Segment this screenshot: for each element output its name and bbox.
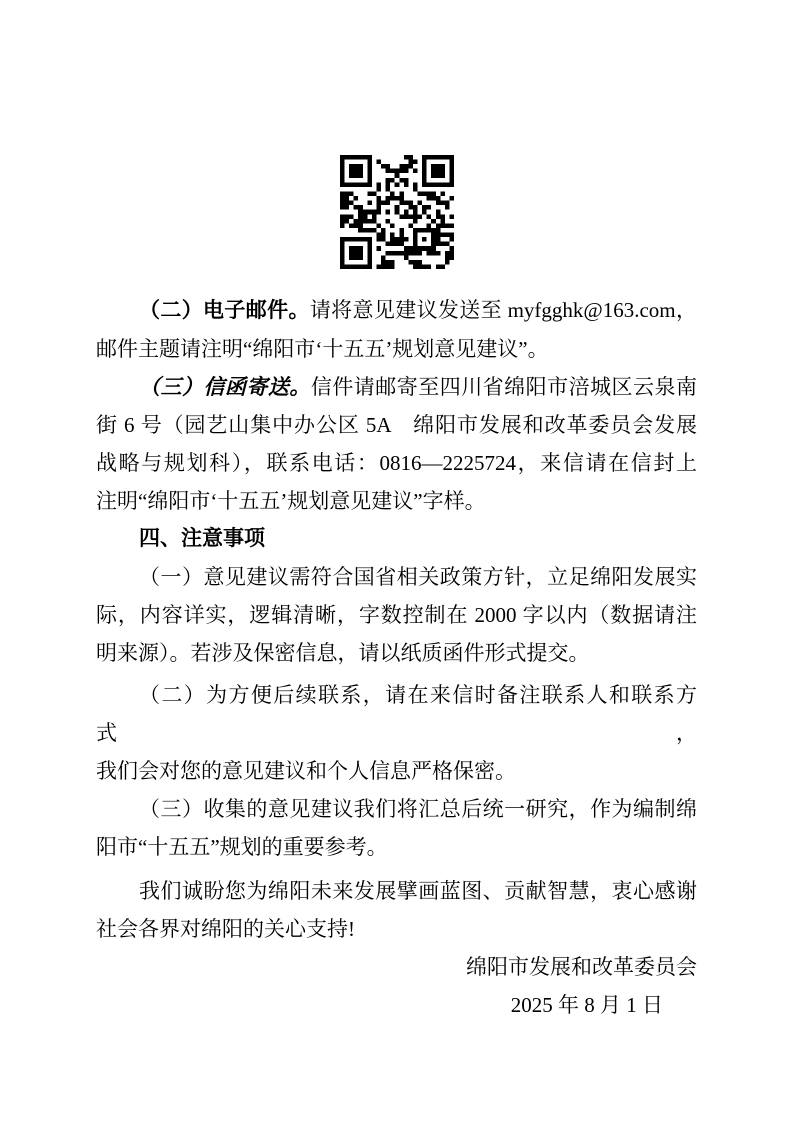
paragraph-note1 [96, 558, 697, 672]
text-line: 明来源）。若涉及保密信息，请以纸质函件形式提交。 [96, 641, 590, 665]
text-line: 阳市“十五五”规划的重要参考。 [96, 835, 388, 859]
line-text: 信件请邮寄至四川省绵阳市涪城区云泉南 [310, 375, 698, 399]
paragraph-closing [96, 872, 697, 948]
bold-lead: （三）信函寄送。 [139, 375, 311, 399]
bold-lead: （二）电子邮件。 [139, 299, 310, 322]
qr-code-svg [340, 155, 454, 269]
text-line: （三）收集的意见建议我们将汇总后统一研究，作为编制绵 [139, 797, 697, 821]
text-line [96, 291, 697, 330]
text-line: 注明“绵阳市‘十五五’规划意见建议”字样。 [96, 489, 486, 513]
text-line: 我们会对您的意见建议和个人信息严格保密。 [96, 759, 516, 783]
section-heading: 四、注意事项 [139, 527, 265, 550]
paragraph-note3 [96, 790, 697, 866]
text-line [96, 368, 697, 406]
text-line: 街 6 号（园艺山集中办公区 5A 绵阳市发展和改革委员会发展 [96, 413, 697, 437]
date: 2025 年 8 月 1 日 [510, 993, 663, 1017]
line-text: 请将意见建议发送至 myfgghk@163.com， [309, 298, 697, 322]
paragraph-note2 [96, 676, 697, 790]
document-body [96, 291, 697, 1024]
signature: 绵阳市发展和改革委员会 [466, 955, 697, 979]
paragraph-email [96, 291, 697, 368]
qr-code-image [340, 155, 454, 269]
text-line: 际，内容详实，逻辑清晰，字数控制在 2000 字以内（数据请注 [96, 603, 697, 627]
text-line: 我们诚盼您为绵阳未来发展擘画蓝图、贡献智慧，衷心感谢 [139, 879, 697, 903]
text-line: 战略与规划科），联系电话：0816—2225724，来信请在信封上 [96, 451, 697, 475]
paragraph-mail [96, 368, 697, 520]
text-line: 社会各界对绵阳的关心支持! [96, 917, 355, 941]
text-line: （二）为方便后续联系，请在来信时备注联系人和联系方式， [96, 683, 697, 745]
text-line: （一）意见建议需符合国省相关政策方针，立足绵阳发展实 [139, 565, 697, 589]
text-line: 邮件主题请注明“绵阳市‘十五五’规划意见建议”。 [96, 337, 549, 361]
